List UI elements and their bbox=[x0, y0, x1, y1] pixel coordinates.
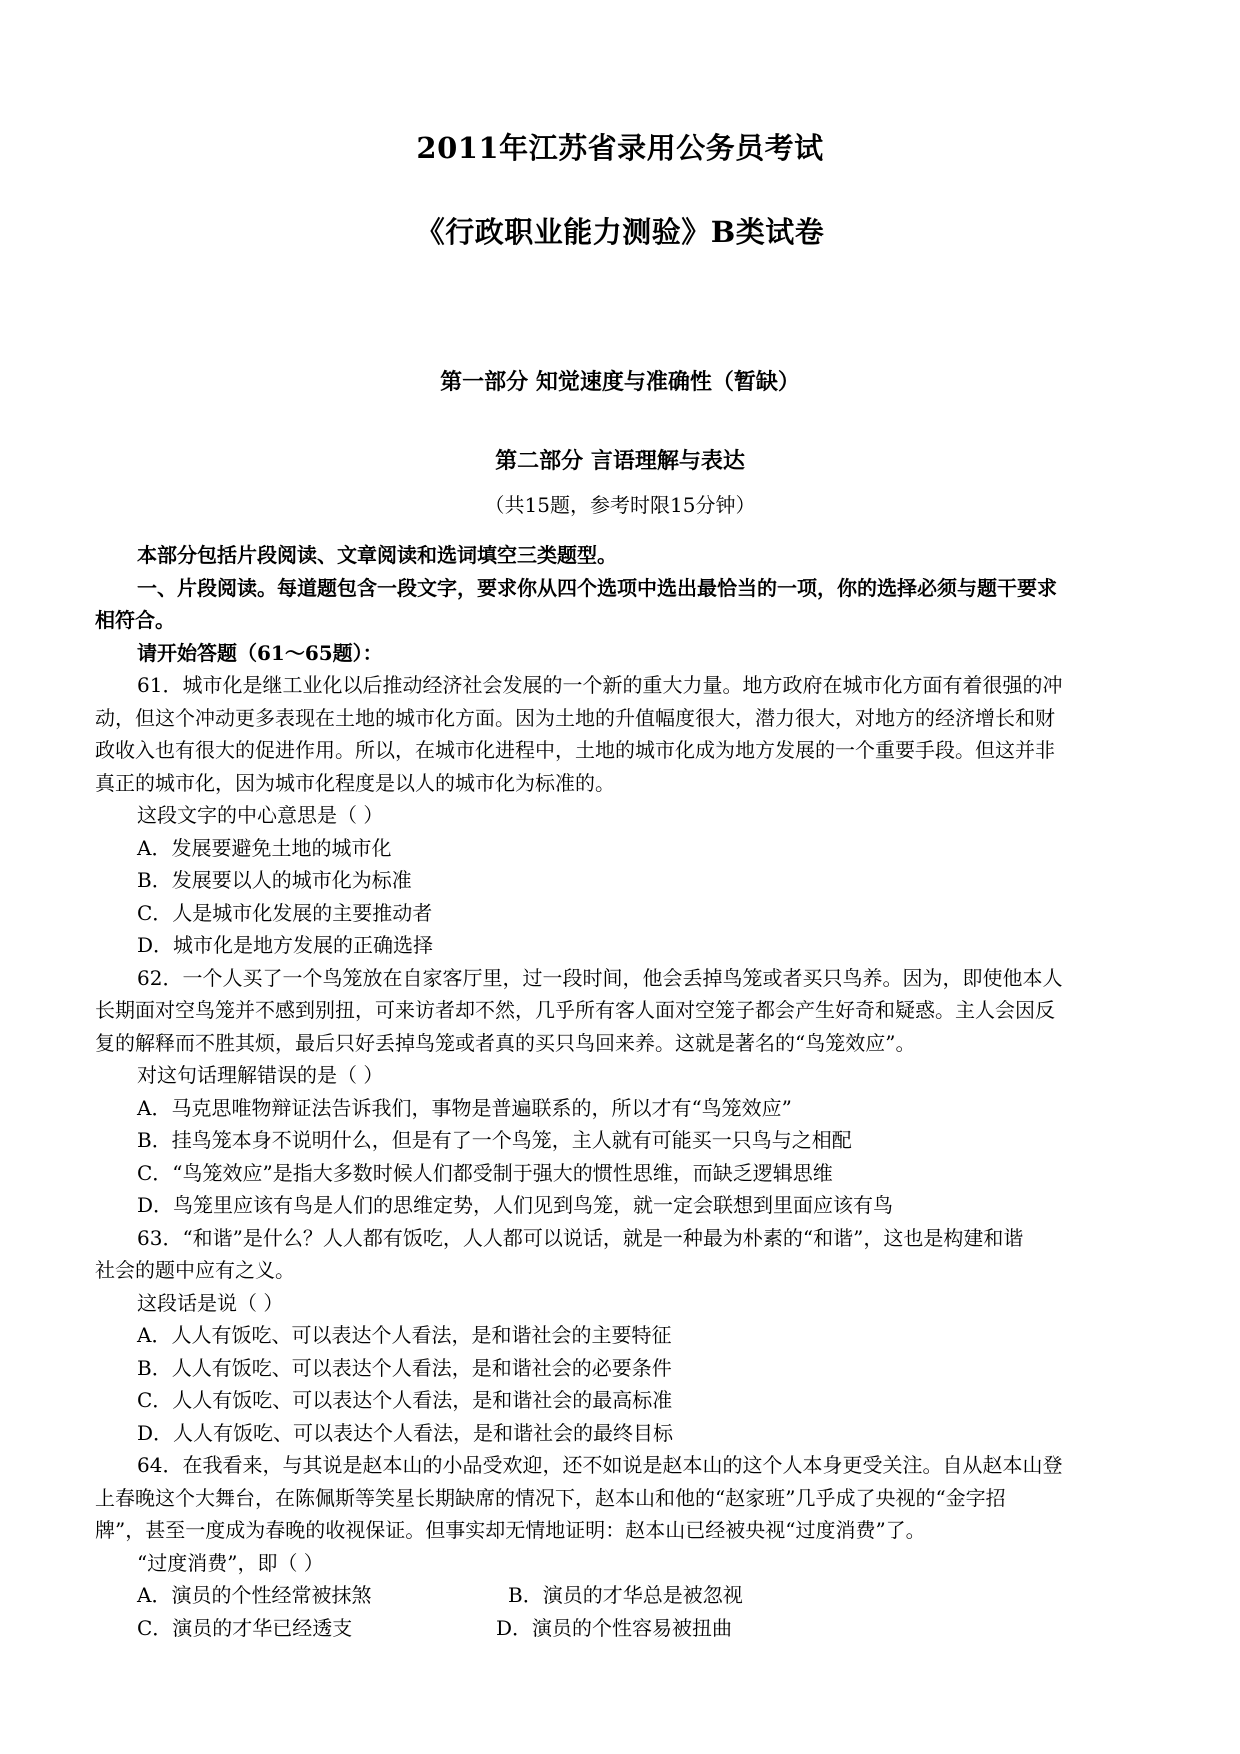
q63-passage: 社会的题中应有之义。 bbox=[95, 1258, 295, 1282]
q63-option-d: D．人人有饭吃、可以表达个人看法，是和谐社会的最终目标 bbox=[137, 1421, 674, 1445]
q61-passage: 61．城市化是继工业化以后推动经济社会发展的一个新的重大力量。地方政府在城市化方面有着很强的冲 bbox=[137, 673, 1063, 697]
q62-passage: 复的解释而不胜其烦，最后只好丢掉鸟笼或者真的买只鸟回来养。这就是著名的“鸟笼效应”。 bbox=[95, 1031, 916, 1055]
q62-passage: 长期面对空鸟笼并不感到别扭，可来访者却不然，几乎所有客人面对空笼子都会产生好奇和疑惑。主人会因反 bbox=[95, 998, 1055, 1022]
q61-option-d: D．城市化是地方发展的正确选择 bbox=[137, 933, 434, 957]
q61-option-c: C．人是城市化发展的主要推动者 bbox=[137, 901, 433, 925]
q64-passage: 64．在我看来，与其说是赵本山的小品受欢迎，还不如说是赵本山的这个人本身更受关注。自从赵本山登 bbox=[137, 1453, 1063, 1477]
q64-option-c: C．演员的才华已经透支 bbox=[137, 1616, 353, 1640]
intro-text: 本部分包括片段阅读、文章阅读和选词填空三类题型。 bbox=[137, 543, 617, 567]
part1-heading: 第一部分 知觉速度与准确性（暂缺） bbox=[440, 369, 800, 395]
q61-passage: 真正的城市化，因为城市化程度是以人的城市化为标准的。 bbox=[95, 771, 615, 795]
instruction-text: 一、片段阅读。每道题包含一段文字，要求你从四个选项中选出最恰当的一项，你的选择必须与题干要求 bbox=[137, 576, 1057, 600]
document-title: 2011年江苏省录用公务员考试 bbox=[416, 131, 824, 165]
q64-passage: 上春晚这个大舞台，在陈佩斯等笑星长期缺席的情况下，赵本山和他的“赵家班”几乎成了央视的“金字招 bbox=[95, 1486, 1006, 1510]
part2-heading: 第二部分 言语理解与表达 bbox=[495, 448, 745, 474]
q61-passage: 政收入也有很大的促进作用。所以，在城市化进程中，土地的城市化成为地方发展的一个重要手段。但这并非 bbox=[95, 738, 1055, 762]
q62-passage: 62．一个人买了一个鸟笼放在自家客厅里，过一段时间，他会丢掉鸟笼或者买只鸟养。因为，即使他本人 bbox=[137, 966, 1063, 990]
q64-option-a: A．演员的个性经常被抹煞 bbox=[137, 1583, 372, 1607]
q62-stem: 对这句话理解错误的是（ ） bbox=[137, 1063, 384, 1087]
start-prompt: 请开始答题（61～65题）： bbox=[137, 641, 383, 665]
q63-option-b: B．人人有饭吃、可以表达个人看法，是和谐社会的必要条件 bbox=[137, 1356, 672, 1380]
q61-option-b: B．发展要以人的城市化为标准 bbox=[137, 868, 412, 892]
q61-stem: 这段文字的中心意思是（ ） bbox=[137, 803, 384, 827]
q63-passage: 63．“和谐”是什么？人人都有饭吃，人人都可以说话，就是一种最为朴素的“和谐”，这也是构建和谐 bbox=[137, 1226, 1024, 1250]
q61-option-a: A．发展要避免土地的城市化 bbox=[137, 836, 392, 860]
q64-option-b: B．演员的才华总是被忽视 bbox=[508, 1583, 743, 1607]
instruction-text-cont: 相符合。 bbox=[95, 608, 175, 632]
q64-stem: “过度消费”，即（ ） bbox=[137, 1551, 324, 1575]
q62-option-a: A．马克思唯物辩证法告诉我们，事物是普遍联系的，所以才有“鸟笼效应” bbox=[137, 1096, 792, 1120]
q63-option-a: A．人人有饭吃、可以表达个人看法，是和谐社会的主要特征 bbox=[137, 1323, 672, 1347]
q63-option-c: C．人人有饭吃、可以表达个人看法，是和谐社会的最高标准 bbox=[137, 1388, 673, 1412]
q64-option-d: D．演员的个性容易被扭曲 bbox=[496, 1616, 733, 1640]
part2-note: （共15题，参考时限15分钟） bbox=[484, 493, 756, 517]
q63-stem: 这段话是说（ ） bbox=[137, 1291, 284, 1315]
document-subtitle: 《行政职业能力测验》B类试卷 bbox=[415, 215, 825, 249]
q62-option-d: D．鸟笼里应该有鸟是人们的思维定势，人们见到鸟笼，就一定会联想到里面应该有鸟 bbox=[137, 1193, 894, 1217]
q62-option-b: B．挂鸟笼本身不说明什么，但是有了一个鸟笼，主人就有可能买一只鸟与之相配 bbox=[137, 1128, 852, 1152]
q62-option-c: C．“鸟笼效应”是指大多数时候人们都受制于强大的惯性思维，而缺乏逻辑思维 bbox=[137, 1161, 833, 1185]
q64-passage: 牌”，甚至一度成为春晚的收视保证。但事实却无情地证明：赵本山已经被央视“过度消费”了。 bbox=[95, 1518, 926, 1542]
q61-passage: 动，但这个冲动更多表现在土地的城市化方面。因为土地的升值幅度很大，潜力很大，对地方的经济增长和财 bbox=[95, 706, 1055, 730]
